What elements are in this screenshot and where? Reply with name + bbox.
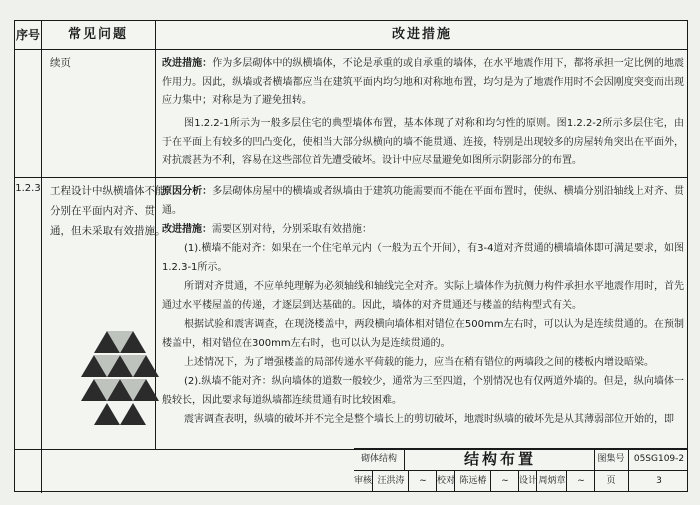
row2-number: 1.2.3 <box>15 183 41 194</box>
row2-paragraph-8: 震害调查表明，纵墙的破坏并不完全是整个墙长上的剪切破坏，地震时纵墙的破坏先是从其薄弱部位开始的，即 <box>184 414 674 425</box>
proofer-name: 陈远椿 <box>454 470 491 492</box>
document-sheet <box>14 20 688 492</box>
title-block <box>354 448 688 492</box>
drawing-title: 结构布置 <box>404 448 595 470</box>
row2-paragraph-2 <box>162 221 684 240</box>
atlas-label: 图集号 <box>597 454 625 464</box>
header-issue: 常见问题 <box>67 27 128 42</box>
reviewer-signature: ~ <box>408 470 437 492</box>
divider <box>41 21 42 493</box>
row2-paragraph-5: 根据试验和震害调查，在现浇楼盖中，两段横向墙体相对错位在500mm左右时，可以认为是连续贯通的。在预制楼盖中，相对错位在300mm左右时，也可以认为是连续贯通的。 <box>162 319 684 349</box>
row2-paragraph-1 <box>162 183 684 220</box>
reviewer-name: 汪洪涛 <box>372 470 409 492</box>
proofer-signature: ~ <box>490 470 519 492</box>
label: 原因分析： <box>162 186 213 197</box>
text: 需要区别对待，分别采取有效措施： <box>212 224 372 235</box>
row-rule <box>15 177 687 178</box>
row2-paragraph-7: (2).纵墙不能对齐：纵向墙体的道数一般较少，通常为三至四道，个别情况也有仅两道外墙的。但是，纵向墙体一般较长，因此要求每道纵墙都连续贯通有时比较困难。 <box>162 376 684 406</box>
category: 砌体结构 <box>360 454 397 464</box>
review-label: 审核 <box>354 476 373 486</box>
row1-issue: 续页 <box>50 57 71 69</box>
text: 多层砌体房屋中的横墙或者纵墙由于建筑功能需要而不能在平面布置时，使纵、横墙分别沿轴线上对齐、贯通。 <box>162 186 685 216</box>
text: 作为多层砌体中的纵横墙体，不论是承重的或自承重的墙体，在水平地震作用下，都将承担一定比例的地震作用力。因此，纵墙或者横墙都应当在建筑平面内均匀地和对称地布置，均匀是为了地震作用时不会因刚度突变而出现应力集中；对称是为了避免扭转。 <box>162 58 685 107</box>
page-number: 3 <box>628 470 689 492</box>
header-seq: 序号 <box>15 28 40 42</box>
designer-name: 周炳章 <box>536 470 567 492</box>
row2-issue: 工程设计中纵横墙体不能分别在平面内对齐、贯通，但未采取有效措施。 <box>50 185 166 237</box>
row1-paragraph-1 <box>162 55 684 111</box>
row2-paragraph-4: 所谓对齐贯通，不应单纯理解为必须轴线和轴线完全对齐。实际上墙体作为抗侧力构件承担水平地震作用时，首先通过水平楼屋盖的传递，才逐层到达基础的。因此，墙体的对齐贯通还与楼盖的结构型式有关。 <box>162 281 684 311</box>
page-label: 页 <box>606 476 616 486</box>
label: 改进措施： <box>162 58 213 69</box>
proof-label: 校对 <box>436 470 455 492</box>
row1-paragraph-2: 图1.2.2-1所示为一般多层住宅的典型墙体布置，基本体现了对称和均匀性的原则。图1.2.2-2所示多层住宅，由于在平面上有较多的凹凸变化，使相当大部分纵横向的墙不能贯通、连接，特别是出现较多的房屋转角突出在平面外，对抗震甚为不利，容易在这些部位首先遭受破坏。设计中应尽量避免如图所示阴影部分的布置。 <box>162 118 684 167</box>
triangle-pattern-logo <box>81 331 159 427</box>
row2-paragraph-3: (1).横墙不能对齐：如果在一个住宅单元内（一般为五个开间），有3-4道对齐贯通的横墙墙体即可满足要求，如图1.2.3-1所示。 <box>162 243 684 273</box>
atlas-number: 05SG109-2 <box>628 448 689 470</box>
label: 改进措施： <box>162 224 212 235</box>
header-rule <box>15 49 687 50</box>
designer-signature: ~ <box>566 470 595 492</box>
row2-paragraph-6: 上述情况下，为了增强楼盖的局部传递水平荷载的能力，应当在稍有错位的两墙段之间的楼板内增设暗梁。 <box>184 357 654 368</box>
header-measures: 改进措施 <box>391 27 452 42</box>
design-label: 设计 <box>518 470 537 492</box>
